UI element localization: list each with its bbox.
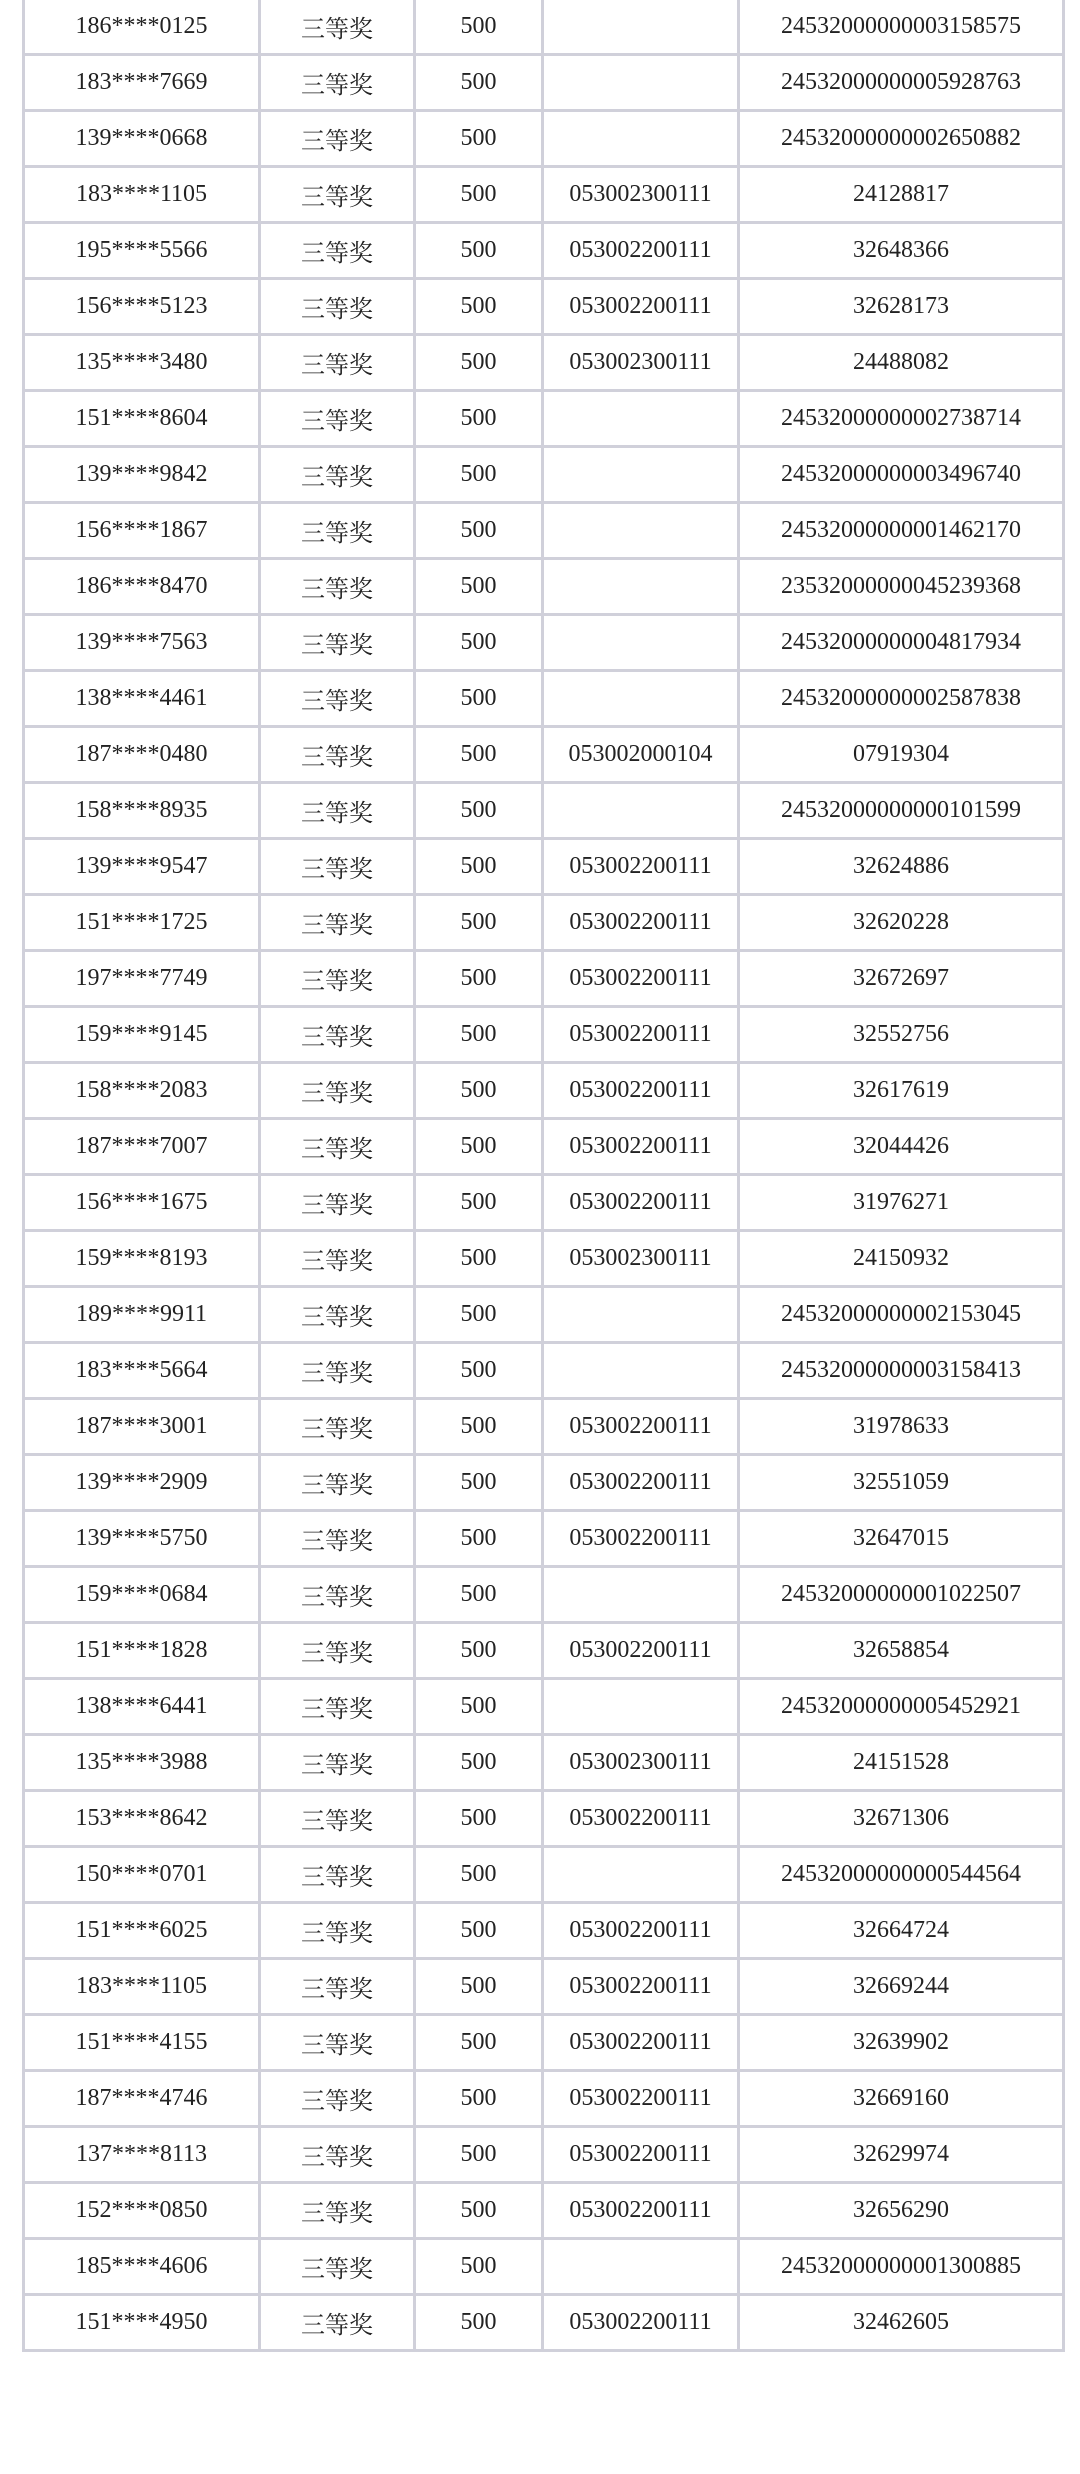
amount-cell: 500 [415,895,543,951]
amount-cell: 500 [415,111,543,167]
prize-cell: 三等奖 [260,1511,415,1567]
number-cell: 24532000000003158413 [739,1343,1064,1399]
number-cell: 32620228 [739,895,1064,951]
prize-cell: 三等奖 [260,1007,415,1063]
code-cell: 053002200111 [543,2071,739,2127]
number-cell: 24151528 [739,1735,1064,1791]
table-row [24,895,1064,951]
prize-cell: 三等奖 [260,2239,415,2295]
code-cell: 053002200111 [543,1623,739,1679]
phone-cell: 151****6025 [24,1903,260,1959]
code-cell [543,671,739,727]
code-cell: 053002300111 [543,1231,739,1287]
amount-cell: 500 [415,1735,543,1791]
table-row [24,1511,1064,1567]
table-row [24,1735,1064,1791]
phone-cell: 150****0701 [24,1847,260,1903]
number-cell: 07919304 [739,727,1064,783]
code-cell: 053002200111 [543,1007,739,1063]
number-cell: 32628173 [739,279,1064,335]
number-cell: 24532000000005452921 [739,1679,1064,1735]
amount-cell: 500 [415,1063,543,1119]
table-row [24,1623,1064,1679]
prize-cell: 三等奖 [260,1679,415,1735]
table-row [24,1399,1064,1455]
code-cell [543,1679,739,1735]
prize-cell: 三等奖 [260,1231,415,1287]
phone-cell: 138****6441 [24,1679,260,1735]
table-row [24,0,1064,55]
number-cell: 24488082 [739,335,1064,391]
amount-cell: 500 [415,559,543,615]
amount-cell: 500 [415,447,543,503]
phone-cell: 158****8935 [24,783,260,839]
code-cell: 053002200111 [543,223,739,279]
phone-cell: 152****0850 [24,2183,260,2239]
table-row [24,1903,1064,1959]
number-cell: 24532000000004817934 [739,615,1064,671]
prize-cell: 三等奖 [260,2015,415,2071]
phone-cell: 135****3480 [24,335,260,391]
table-row [24,167,1064,223]
amount-cell: 500 [415,1119,543,1175]
phone-cell: 139****5750 [24,1511,260,1567]
table-row [24,951,1064,1007]
table-row [24,279,1064,335]
amount-cell: 500 [415,1287,543,1343]
code-cell: 053002300111 [543,1735,739,1791]
phone-cell: 139****7563 [24,615,260,671]
prize-cell: 三等奖 [260,1959,415,2015]
amount-cell: 500 [415,1343,543,1399]
code-cell: 053002200111 [543,1903,739,1959]
phone-cell: 156****1675 [24,1175,260,1231]
code-cell: 053002200111 [543,1791,739,1847]
table-row [24,559,1064,615]
table-row [24,1231,1064,1287]
code-cell: 053002200111 [543,1175,739,1231]
number-cell: 32669160 [739,2071,1064,2127]
table-row [24,1007,1064,1063]
code-cell: 053002200111 [543,951,739,1007]
phone-cell: 151****1828 [24,1623,260,1679]
winners-table-body [24,0,1064,2351]
code-cell: 053002200111 [543,839,739,895]
prize-cell: 三等奖 [260,615,415,671]
prize-cell: 三等奖 [260,1623,415,1679]
prize-cell: 三等奖 [260,895,415,951]
phone-cell: 183****7669 [24,55,260,111]
table-row [24,1455,1064,1511]
code-cell: 053002200111 [543,895,739,951]
phone-cell: 187****7007 [24,1119,260,1175]
table-row [24,1679,1064,1735]
code-cell: 053002200111 [543,1119,739,1175]
code-cell [543,55,739,111]
prize-cell: 三等奖 [260,1903,415,1959]
phone-cell: 187****4746 [24,2071,260,2127]
number-cell: 32656290 [739,2183,1064,2239]
number-cell: 24128817 [739,167,1064,223]
prize-cell: 三等奖 [260,503,415,559]
prize-cell: 三等奖 [260,1063,415,1119]
amount-cell: 500 [415,1903,543,1959]
number-cell: 24532000000002738714 [739,391,1064,447]
code-cell: 053002200111 [543,1063,739,1119]
code-cell: 053002200111 [543,2295,739,2351]
number-cell: 23532000000045239368 [739,559,1064,615]
number-cell: 32617619 [739,1063,1064,1119]
number-cell: 32624886 [739,839,1064,895]
amount-cell: 500 [415,2295,543,2351]
phone-cell: 159****9145 [24,1007,260,1063]
number-cell: 32664724 [739,1903,1064,1959]
amount-cell: 500 [415,1679,543,1735]
number-cell: 32658854 [739,1623,1064,1679]
phone-cell: 156****5123 [24,279,260,335]
table-row [24,1063,1064,1119]
table-row [24,223,1064,279]
amount-cell: 500 [415,2015,543,2071]
code-cell [543,1343,739,1399]
code-cell: 053002200111 [543,2015,739,2071]
amount-cell: 500 [415,1399,543,1455]
table-row [24,55,1064,111]
amount-cell: 500 [415,167,543,223]
table-row [24,1567,1064,1623]
table-row [24,1343,1064,1399]
prize-cell: 三等奖 [260,1343,415,1399]
phone-cell: 159****8193 [24,1231,260,1287]
table-row [24,1119,1064,1175]
code-cell [543,503,739,559]
table-row [24,671,1064,727]
table-row [24,391,1064,447]
table-row [24,111,1064,167]
number-cell: 24532000000000544564 [739,1847,1064,1903]
prize-cell: 三等奖 [260,1399,415,1455]
amount-cell: 500 [415,1567,543,1623]
amount-cell: 500 [415,503,543,559]
table-row [24,783,1064,839]
prize-cell: 三等奖 [260,447,415,503]
prize-cell: 三等奖 [260,391,415,447]
amount-cell: 500 [415,671,543,727]
amount-cell: 500 [415,839,543,895]
table-row [24,839,1064,895]
prize-cell: 三等奖 [260,0,415,55]
amount-cell: 500 [415,2071,543,2127]
code-cell [543,0,739,55]
amount-cell: 500 [415,335,543,391]
table-row [24,1175,1064,1231]
prize-cell: 三等奖 [260,2071,415,2127]
phone-cell: 197****7749 [24,951,260,1007]
amount-cell: 500 [415,727,543,783]
code-cell: 053002000104 [543,727,739,783]
prize-cell: 三等奖 [260,1119,415,1175]
amount-cell: 500 [415,1847,543,1903]
phone-cell: 139****2909 [24,1455,260,1511]
number-cell: 24532000000002587838 [739,671,1064,727]
table-row [24,335,1064,391]
number-cell: 24532000000003158575 [739,0,1064,55]
number-cell: 32672697 [739,951,1064,1007]
phone-cell: 159****0684 [24,1567,260,1623]
code-cell [543,783,739,839]
amount-cell: 500 [415,1511,543,1567]
amount-cell: 500 [415,1455,543,1511]
code-cell: 053002200111 [543,1959,739,2015]
phone-cell: 195****5566 [24,223,260,279]
table-row [24,727,1064,783]
table-row [24,1287,1064,1343]
winners-table [22,0,1065,2352]
table-row [24,2295,1064,2351]
prize-cell: 三等奖 [260,1791,415,1847]
number-cell: 24532000000001022507 [739,1567,1064,1623]
number-cell: 24532000000005928763 [739,55,1064,111]
number-cell: 31976271 [739,1175,1064,1231]
phone-cell: 138****4461 [24,671,260,727]
prize-cell: 三等奖 [260,839,415,895]
table-row [24,1847,1064,1903]
table-row [24,447,1064,503]
code-cell: 053002300111 [543,167,739,223]
code-cell [543,1567,739,1623]
table-row [24,615,1064,671]
table-row [24,1791,1064,1847]
amount-cell: 500 [415,1623,543,1679]
number-cell: 32551059 [739,1455,1064,1511]
amount-cell: 500 [415,0,543,55]
phone-cell: 153****8642 [24,1791,260,1847]
prize-cell: 三等奖 [260,727,415,783]
amount-cell: 500 [415,951,543,1007]
code-cell [543,1287,739,1343]
code-cell [543,447,739,503]
phone-cell: 186****0125 [24,0,260,55]
table-row [24,1959,1064,2015]
code-cell: 053002200111 [543,2127,739,2183]
code-cell: 053002200111 [543,279,739,335]
phone-cell: 135****3988 [24,1735,260,1791]
number-cell: 32462605 [739,2295,1064,2351]
number-cell: 31978633 [739,1399,1064,1455]
prize-cell: 三等奖 [260,2127,415,2183]
number-cell: 32639902 [739,2015,1064,2071]
amount-cell: 500 [415,615,543,671]
phone-cell: 187****3001 [24,1399,260,1455]
code-cell [543,111,739,167]
phone-cell: 151****4950 [24,2295,260,2351]
number-cell: 24150932 [739,1231,1064,1287]
number-cell: 32044426 [739,1119,1064,1175]
amount-cell: 500 [415,223,543,279]
number-cell: 24532000000002650882 [739,111,1064,167]
code-cell [543,391,739,447]
phone-cell: 187****0480 [24,727,260,783]
prize-cell: 三等奖 [260,1175,415,1231]
prize-cell: 三等奖 [260,1455,415,1511]
phone-cell: 151****4155 [24,2015,260,2071]
amount-cell: 500 [415,391,543,447]
prize-cell: 三等奖 [260,1847,415,1903]
code-cell: 053002200111 [543,1399,739,1455]
phone-cell: 151****8604 [24,391,260,447]
phone-cell: 156****1867 [24,503,260,559]
amount-cell: 500 [415,279,543,335]
code-cell: 053002200111 [543,1511,739,1567]
prize-cell: 三等奖 [260,335,415,391]
phone-cell: 183****5664 [24,1343,260,1399]
code-cell [543,559,739,615]
table-row [24,2183,1064,2239]
table-row [24,2071,1064,2127]
number-cell: 32647015 [739,1511,1064,1567]
code-cell [543,615,739,671]
amount-cell: 500 [415,55,543,111]
code-cell: 053002300111 [543,335,739,391]
number-cell: 24532000000001300885 [739,2239,1064,2295]
amount-cell: 500 [415,1007,543,1063]
code-cell [543,1847,739,1903]
number-cell: 32669244 [739,1959,1064,2015]
phone-cell: 185****4606 [24,2239,260,2295]
phone-cell: 151****1725 [24,895,260,951]
amount-cell: 500 [415,1231,543,1287]
prize-cell: 三等奖 [260,279,415,335]
number-cell: 32671306 [739,1791,1064,1847]
phone-cell: 183****1105 [24,167,260,223]
code-cell: 053002200111 [543,2183,739,2239]
phone-cell: 139****9842 [24,447,260,503]
table-row [24,2127,1064,2183]
prize-cell: 三等奖 [260,2183,415,2239]
prize-cell: 三等奖 [260,951,415,1007]
phone-cell: 137****8113 [24,2127,260,2183]
number-cell: 24532000000002153045 [739,1287,1064,1343]
prize-cell: 三等奖 [260,1567,415,1623]
table-row [24,503,1064,559]
prize-cell: 三等奖 [260,111,415,167]
code-cell [543,2239,739,2295]
table-row [24,2239,1064,2295]
winners-table-container [22,0,1062,2352]
prize-cell: 三等奖 [260,55,415,111]
amount-cell: 500 [415,1175,543,1231]
amount-cell: 500 [415,1791,543,1847]
amount-cell: 500 [415,2127,543,2183]
table-row [24,2015,1064,2071]
amount-cell: 500 [415,2239,543,2295]
phone-cell: 189****9911 [24,1287,260,1343]
prize-cell: 三等奖 [260,167,415,223]
phone-cell: 158****2083 [24,1063,260,1119]
phone-cell: 183****1105 [24,1959,260,2015]
code-cell: 053002200111 [543,1455,739,1511]
amount-cell: 500 [415,783,543,839]
number-cell: 24532000000003496740 [739,447,1064,503]
prize-cell: 三等奖 [260,2295,415,2351]
prize-cell: 三等奖 [260,559,415,615]
prize-cell: 三等奖 [260,1287,415,1343]
phone-cell: 186****8470 [24,559,260,615]
number-cell: 32629974 [739,2127,1064,2183]
amount-cell: 500 [415,1959,543,2015]
number-cell: 32552756 [739,1007,1064,1063]
prize-cell: 三等奖 [260,223,415,279]
phone-cell: 139****9547 [24,839,260,895]
amount-cell: 500 [415,2183,543,2239]
number-cell: 24532000000000101599 [739,783,1064,839]
prize-cell: 三等奖 [260,1735,415,1791]
number-cell: 24532000000001462170 [739,503,1064,559]
phone-cell: 139****0668 [24,111,260,167]
number-cell: 32648366 [739,223,1064,279]
prize-cell: 三等奖 [260,783,415,839]
prize-cell: 三等奖 [260,671,415,727]
